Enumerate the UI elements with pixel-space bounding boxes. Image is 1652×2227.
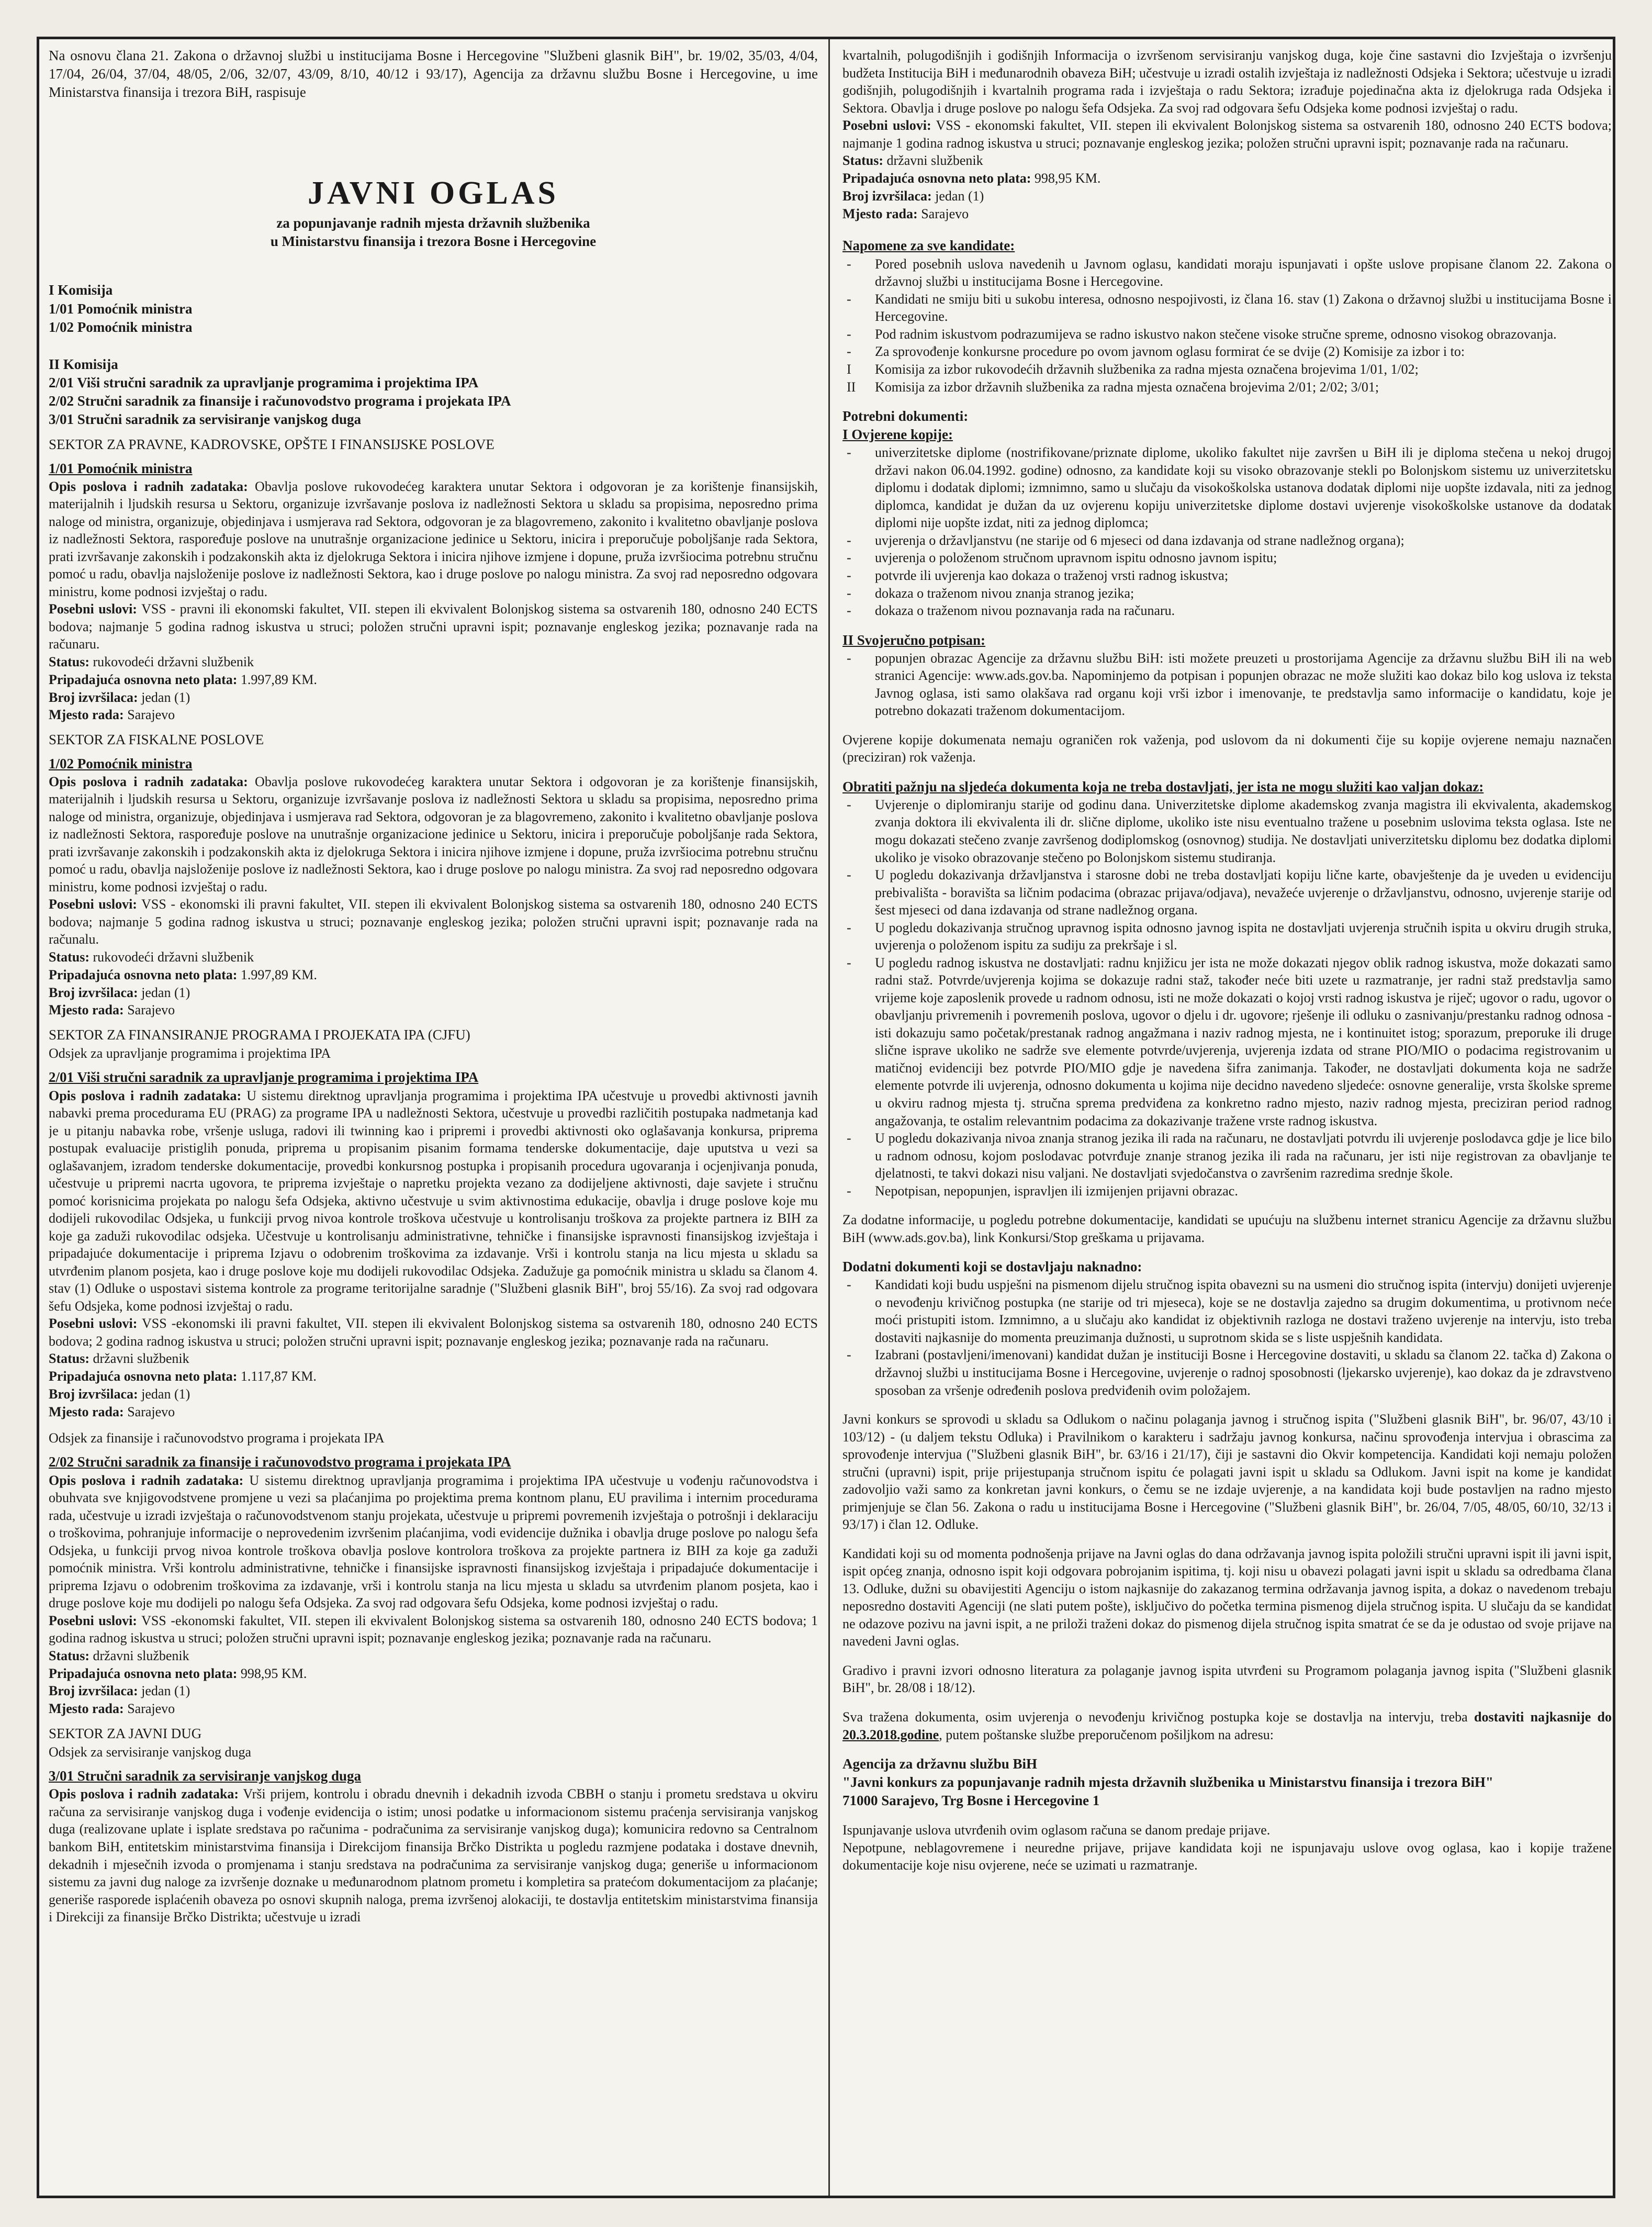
department-heading: Odsjek za finansije i računovodstvo programa i projekata IPA: [49, 1430, 385, 1446]
right-column: kvartalnih, polugodišnjih i godišnjih Informacija o izvršenom servisiranju vanjskog duga, koje čine sastavni dio Izvještaja o izvršenju budžeta Institucija BiH i međunarodnih obaveza BiH; učestvuje u izradi ostalih izvještaja iz nadležnosti Odsjeka i Sektora; učestvuje u izradi godišnjih, polugodišnjih i kvartalnih programa rada i izvještaja o radu Sektora; izrađuje pojedinačna akta iz djelokruga rada Odsjeka i Sektora. Obavlja i druge poslove po nalogu šefa Odsjeka. Za svoj rad odgovara šefu Odsjeka kome podnosi izvještaj o radu. Posebni uslovi: VSS - ekonomski fakultet, VII. stepen ili ekvivalent Bolonjskog sistema sa ostvarenih 180, odnosno 240 ECTS bodova; najmanje 1 godina radnog iskustva u struci; poznavanje engleskog jezika; položen stručni upravni ispit; poznavanje rada na računaru. Status: državni službenik Pripadajuća osnovna neto plata: 998,95 KM. Broj izvršilaca: jedan (1) Mjesto rada: Sarajevo Napomene za sve kandidate: - Pored posebnih uslova navedenih u Javnom oglasu, kandidati moraju ispunjavati i opšte uslove propisane članom 22. Zakona o državnoj službi u institucijama Bosne i Hercegovine. - Kandidati ne smiju biti u sukobu interesa, odnosno nespojivosti, iz člana 16. stav (1) Zakona o državnoj službi u institucijama Bosne i Hercegovine. - Pod radnim iskustvom podrazumijeva se radno iskustvo nakon stečene visoke stručne spreme, odnosno visokog obrazovanja. - Za sprovođenje konkursne procedure po ovom javnom oglasu formirat će se dvije (2) Komisije za izbor i to: I Komisija za izbor rukovodećih državnih službenika za radna mjesta označena brojevima 1/01, 1/02; II Komisija za izbor državnih službenika za radna mjesta označena brojevima 2/01; 2/02; 3/01; Potrebni dokumenti: I Ovjerene kopije: - univerzitetske diplome (nostrifikovane/priznate diplome, ukoliko fakultet nije završen u BiH ili je diploma stečena u nekoj drugoj državi nakon 06.04.1992. godine) odnosno, za kandidate koji su visoko obrazovanje stekli po Bolonjskom sistemu uz univerzitetsku diplomu i dodatak diplomi; izmnimno, samo u slučaju da visokoškolska ustanova dodatak diplomi nije uopšte izdavala, niti za jednog diplomca, kandidat je dužan da uz ovjerenu kopiju univerzitetske diplome dostavi uvjerenje visokoškolske ustanove da dodatak diplomi nije uopšte izdat, niti za jednog diplomca; - uvjerenja o državljanstvu (ne starije od 6 mjeseci od dana izdavanja od strane nadležnog organa); - uvjerenja o položenom stručnom upravnom ispitu odnosno javnom ispitu; - potvrde ili uvjerenja kao dokaza o traženoj vrsti radnog iskustva; - dokaza o traženom nivou znanja stranog jezika; - dokaza o traženom nivou poznavanja rada na računaru. II Svojeručno potpisan: - popunjen obrazac Agencije za državnu službu BiH: isti možete preuzeti u prostorijama Agencije za državnu službu BiH ili na web stranici Agencije: www.ads.gov.ba. Napominjemo da potpisan i popunjen obrazac ne može služiti kao dokaz bilo kog uslova iz teksta Javnog oglasa, isti samo olakšava rad organu koji vrši izbor i imenovanje, te predstavlja samo informacije o kandidatu, koje je potrebno dokazati traženom dokumentacijom. Ovjerene kopije dokumenata nemaju ograničen rok važenja, pod uslovom da ni dokumenti čije su kopije ovjerene nemaju naznačen (preciziran) rok važenja. Obratiti pažnju na sljedeća dokumenta koja ne treba dostavljati, jer ista ne mogu služiti kao valjan dokaz: - Uvjerenje o diplomiranju starije od godinu dana. Univerzitetske diplome akademskog zvanja magistra ili ekvivalenta, akademskog zvanja doktora ili ekvivalenta ili dr. slične diplome, ukoliko iste nisu eventualno tražene u posebnim uslovima teksta oglasa. Iste ne mogu dokazati stečeno zvanje završenog dodiplomskog (osnovnog) studija. Ne dostavljati univerzitetsku diplomu bez dodatka diplomi ukoliko je visoko obrazovanje stečeno po Bolonjskom sistemu studiranja. - U pogledu dokazivanja državljanstva i starosne dobi ne treba dostavljati kopiju lične karte, obavještenje da je uveden u evidenciju prebivališta - boravišta sa ličnim podacima (obrazac prijava/odjava), nevažeće uvjerenje o državljanstvu, odnosno, uvjerenje starije od šest mjeseci od dana izdavanja od strane nadležnog organa. - U pogledu dokazivanja stručnog upravnog ispita odnosno javnog ispita ne dostavljati uvjerenja stručnih ispita u okviru drugih struka, uvjerenja o položenom ispitu za sudiju za prekršaje i sl. - U pogledu radnog iskustva ne dostavljati: radnu knjižicu jer ista ne može dokazati njegov oblik radnog iskustva, može dokazati samo radni staž. Potvrde/uvjerenja kojima se dokazuje radni staž, također neće biti uzete u razmatranje, jer radni staž predstavlja samo vrijeme koje zaposlenik provede u radnom odnosu, isti ne može dokazati o kojoj vrsti radnog iskustva je riječ; ugovor o radu, ugovor o obavljanju privremenih i povremenih poslova, ugovor o djelu i dr. ugovore; rješenje ili odluku o zasnivanju/prestanku radnog odnosa - isti dokazuju samo početak/prestanak radnog angažmana i naziv radnog mjesta, ne i kontinuitet istog; sporazum, preporuke ili druge slične isprave ukoliko ne sadrže sve elemente potvrde/uvjerenja, uvjerenja izdata od strane PIO/MIO o podacima registrovanim u matičnoj evidenciji bez potvrde PIO/MIO gdje je navedena šifra zanimanja. Također, ne dostavljati dokumenta koja ne sadrže elemente potvrde ili uvjerenja, odnosno dokumenta u kojima nije decidno navedeno sljedeće: osnovne generalije, vrsta školske spreme u okviru radnog mjesta tj. stručna sprema predviđena za konkretno radno mjesto, naziv radnog mjesta, preciziran period radnog angažovanja, te ostalim relevantnim podacima za dokazivanje tražene vrste radnog iskustva. - U pogledu dokazivanja nivoa znanja stranog jezika ili rada na računaru, ne dostavljati potvrdu ili uvjerenje poslodavca gdje je lice bilo u radnom odnosu, kojom poslodavac potvrđuje znanje stranog jezika ili rada na računaru, jer isti nije registrovan za obavljanje te djelatnosti, te takvi dokazi nisu valjani. Ne dostavljati svjedočanstva o završenim razredima srednje škole. - Nepotpisan, nepopunjen, ispravljen ili izmijenjen prijavni obrazac. Za dodatne informacije, u pogledu potrebne dokumentacije, kandidati se upućuju na službenu internet stranicu Agencije za državnu službu BiH (www.ads.gov.ba), link Konkursi/Stop greškama u prijavama. Dodatni dokumenti koji se dostavljaju naknadno: - Kandidati koji budu uspješni na pismenom dijelu stručnog ispita obavezni su na usmeni dio stručnog ispita (intervju) donijeti uvjerenje o nevođenju krivičnog postupka (ne starije od tri mjeseca), koje se ne dostavlja zajedno sa drugim dokumentima, u protivnom neće moći pristupiti istom. Izmnimno, a u slučaju ako kandidat iz objektivnih razloga ne dostavi traženo uvjerenje na intervju, isto treba dostaviti najkasnije do momenta preuzimanja dužnosti, u suprotnom skida se s liste uspješnih kandidata. - Izabrani (postavljeni/imenovani) kandidat dužan je instituciji Bosne i Hercegovine dostaviti, u skladu sa članom 22. tačka d) Zakona o državnoj službi u institucijama Bosne i Hercegovine, uvjerenje o radnoj sposobnosti (ljekarsko uvjerenje), kao dokaz da je zdravstveno sposoban za vršenje određenih poslova predviđenih ovim položajem. Javni konkurs se sprovodi u skladu sa Odlukom o načinu polaganja javnog i stručnog ispita ("Službeni glasnik BiH", br. 96/07, 43/10 i 103/12) - (u daljem tekstu Odluka) i Pravilnikom o karakteru i sadržaju javnog konkursa, načinu sprovođenja intervjua i obrascima za sprovođenje intervjua ("Službeni glasnik BiH", br. 63/16 i 21/17), čiji je sastavni dio Okvir kompetencija. Kandidati koji nemaju položen stručni (upravni) ispit, prije prijestupanja stručnom ispitu će polagati javni ispit u skladu sa Odlukom. Javni ispit na kome je kandidat zadovoljio važi samo za konkretan javni konkurs, o čemu se ne izdaje uvjerenje, a na kandidata koji bude postavljen na radno mjesto primjenjuje se član 56. Zakona o radu u institucijama Bosne i Hercegovine ("Službeni glasnik BiH", br. 26/04, 7/05, 48/05, 60/10, 32/13 i 93/17) i član 12. Odluke. Kandidati koji su od momenta podnošenja prijave na Javni oglas do dana održavanja javnog ispita položili stručni upravni ispit ili javni ispit, ispit općeg znanja, odnosno ispit koji odgovara pobrojanim ispitima, tj. koji nisu u obavezi polagati javni ispit u skladu sa odredbama člana 13. Odluke, dužni su obavijestiti Agenciju o istom najkasnije do zakazanog termina održavanja javnog ispita, a dokaz o navedenom trebaju neposredno dostaviti Agenciji (ne slati putem pošte), isključivo do početka termina pismenog dijela stručnog ispita. U slučaju da se kandidat ne odazove pozivu na javni ispit, a ne priloži traženi dokaz do pismenog dijela stručnog ispita smatrat će se da je odustao od svoje prijave na navedeni Javni oglas. Gradivo i pravni izvori odnosno literatura za polaganje javnog ispita utvrđeni su Programom polaganja javnog ispita ("Službeni glasnik BiH", br. 28/08 i 18/12). Sva tražena dokumenta, osim uvjerenja o nevođenju krivičnog postupka koje se dostavlja na intervju, treba dostaviti najkasnije do 20.3.2018.godine, putem poštanske službe preporučenom pošiljkom na adresu: Agencija za državnu službu BiH "Javni konkurs za popunjavanje radnih mjesta državnih službenika u Ministarstvu finansija i trezora BiH" 71000 Sarajevo, Trg Bosne i Hercegovine 1 Ispunjavanje uslova utvrđenih ovim oglasom računa se danom predaje prijave. Nepotpune, neblagovremene i neuredne prijave, prijave kandidata koji ne ispunjavaju uslove ovog oglasa, kao i kopije tražene dokumentacije koje nisu ovjerene, neće se uzimati u razmatranje.: [842, 47, 1612, 2188]
list-item: I Komisija za izbor rukovodećih državnih službenika za radna mjesta označena brojevima 1/01, 1/02;: [847, 362, 1419, 377]
list-item: - dokaza o traženom nivou poznavanja rada na računaru.: [842, 602, 1612, 620]
list-item: - Kandidati ne smiju biti u sukobu interesa, odnosno nespojivosti, iz člana 16. stav (1) Zakona o državnoj službi u institucijama Bosne i Hercegovine.: [842, 290, 1612, 326]
list-item: - U pogledu dokazivanja stručnog upravnog ispita odnosno javnog ispita ne dostavljati uvjerenja stručnih ispita u okviru drugih struka, uvjerenja o položenom ispitu za sudiju za prekršaje i sl.: [842, 919, 1612, 954]
deadline-paragraph: Sva tražena dokumenta, osim uvjerenja o nevođenju krivičnog postupka koje se dostavlja na intervju, treba dostaviti najkasnije do 20.3.2018.godine, putem poštanske službe preporučenom pošiljkom na adresu:: [842, 1709, 1612, 1742]
list-item: - uvjerenja o položenom stručnom upravnom ispitu odnosno javnom ispitu;: [842, 549, 1612, 567]
mailing-address: Agencija za državnu službu BiH "Javni konkurs za popunjavanje radnih mjesta državnih službenika u Ministarstvu finansija i trezora BiH" 71000 Sarajevo, Trg Bosne i Hercegovine 1: [842, 1756, 1493, 1809]
signed-list: [842, 650, 1612, 720]
invalid-docs-list: [842, 796, 1612, 1200]
list-item: - potvrde ili uvjerenja kao dokaza o traženoj vrsti radnog iskustva;: [842, 567, 1612, 585]
list-item: - univerzitetske diplome (nostrifikovane/priznate diplome, ukoliko fakultet nije završen u BiH ili je diploma stečena u nekoj drugoj državi nakon 06.04.1992. godine) odnosno, za kandidate koji su visoko obrazovanje stekli po Bolonjskom sistemu uz univerzitetsku diplomu i dodatak diplomi; izmnimno, samo u slučaju da visokoškolska ustanova dodatak diplomi nije uopšte izdavala, niti za jednog diplomca, kandidat je dužan da uz ovjerenu kopiju univerzitetske diplome dostavi uvjerenje visokoškolske ustanove da dodatak diplomi nije uopšte izdat, niti za jednog diplomca;: [842, 444, 1612, 532]
closing-line: Ispunjavanje uslova utvrđenih ovim oglasom računa se danom predaje prijave.: [842, 1822, 1271, 1838]
sector-heading: SEKTOR ZA JAVNI DUG: [49, 1726, 202, 1742]
ad-subtitle: za popunjavanje radnih mjesta državnih službenika u Ministarstvu finansija i trezora Bosne i Hercegovine: [270, 215, 597, 250]
additional-docs-heading: Dodatni dokumenti koji se dostavljaju naknadno:: [842, 1259, 1142, 1275]
position-3-01: 3/01 Stručni saradnik za servisiranje vanjskog duga Opis poslova i radnih zadataka: Vrši prijem, kontrolu i obradu dnevnih i dekadnih izvoda CBBH o stanju i prometu sredstava u okviru računa za servisiranje vanjskog duga i vođenje evidencija o istim; unosi podatke u informacionom sistemu praćenja servisiranja vanjskog duga (realizovane uplate i isplate sredstava po računima - podračunima za servisiranje vanjskog duga); komunicira redovno sa Centralnom bankom BiH, entitetskim ministarstvima finansija i Direkcijom finansija Brčko Distrikta u pogledu razmjene podataka i dostave dnevnih, dekadnih i mjesečnih izvoda o promjenama i stanju sredstava na podračunima za servisiranje vanjskog duga; generiše u informacionom sistemu za javni dug naloge za izvršenje doznake u međunarodnom platnom prometu i kompletira sa pratećom dokumentacijom za plaćanje; generiše rasporede isplaćenih obaveza po osnovi skupnih naloga, prema izvršenoj alokaciji, te dostavlja entitetskim ministarstvima finansija i Direkciji za finansije Brčko Distrikta; učestvuje u izradi: [49, 1768, 818, 1925]
sector-heading: SEKTOR ZA PRAVNE, KADROVSKE, OPŠTE I FINANSIJSKE POSLOVE: [49, 437, 495, 453]
invalid-docs-heading: Obratiti pažnju na sljedeća dokumenta koja ne treba dostavljati, jer ista ne mogu služiti kao valjan dokaz:: [842, 778, 1484, 794]
list-item: - Pod radnim iskustvom podrazumijeva se radno iskustvo nakon stečene visoke stručne spreme, odnosno visokog obrazovanja.: [842, 326, 1612, 343]
closing-paragraph: Nepotpune, neblagovremene i neuredne prijave, prijave kandidata koji ne ispunjavaju uslove ovog oglasa, kao i kopije tražene dokumentacije koje nisu ovjerene, neće se uzimati u razmatranje.: [842, 1840, 1612, 1873]
list-item: - U pogledu dokazivanja državljanstva i starosne dobi ne treba dostavljati kopiju lične karte, obavještenje da je uveden u evidenciju prebivališta - boravišta sa ličnim podacima (obrazac prijava/odjava), nevažeće uvjerenje o državljanstvu, odnosno, uvjerenje starije od šest mjeseci od dana izdavanja od strane nadležnog organa.: [842, 866, 1612, 919]
list-item: - Uvjerenje o diplomiranju starije od godinu dana. Univerzitetske diplome akademskog zvanja magistra ili ekvivalenta, akademskog zvanja doktora ili ekvivalenta ili dr. slične diplome, ukoliko iste nisu eventualno tražene u posebnim uslovima teksta oglasa. Iste ne mogu dokazati stečeno zvanje završenog dodiplomskog (osnovnog) studija. Ne dostavljati univerzitetsku diplomu bez dodatka diplomi ukoliko je visoko obrazovanje stečeno po Bolonjskom sistemu studiranja.: [842, 796, 1612, 866]
notes-list: [842, 255, 1612, 361]
position-1-02: 1/02 Pomoćnik ministra Opis poslova i radnih zadataka: Obavlja poslove rukovodećeg karaktera unutar Sektora i odgovoran je za korištenje finansijskih, materijalnih i ljudskih resursa u Sektoru, organizuje izvršavanje poslova iz nadležnosti Sektora u skladu sa propisima, neposredno prima naloge od ministra, organizuje, objedinjava i usmjerava rad Sektora, odgovoran je za blagovremeno, zakonito i kvalitetno obavljanje poslova iz nadležnosti Sektora, raspoređuje poslove na unutrašnje organizacione jedinice u Sektoru, inicira i preporučuje poboljšanje rada Sektora, prati izvršavanje zakonskih i podzakonskih akta iz djelokruga Sektora i inicira njihove izmjene i dopune, pruža izvršiocima potrebnu stručnu pomoć u radu, obavlja najsloženije poslove iz nadležnosti Sektora, kao i druge poslove po nalogu ministra. Za svoj rad neposredno odgovara ministru, kome podnosi izvještaj o radu. Posebni uslovi: VSS - ekonomski ili pravni fakultet, VII. stepen ili ekvivalent Bolonjskog sistema sa ostvarenih 180, odnosno 240 ECTS bodova; najmanje 5 godina radnog iskustva u struci; poznavanje engleskog jezika; položen stručni upravni ispit; poznavanje rada na računalu. Status: rukovodeći državni službenik Pripadajuća osnovna neto plata: 1.997,89 KM. Broj izvršilaca: jedan (1) Mjesto rada: Sarajevo: [49, 755, 818, 1018]
department-heading: Odsjek za upravljanje programima i projektima IPA: [49, 1045, 331, 1061]
column-divider: [828, 39, 830, 2196]
notes-heading: Napomene za sve kandidate:: [842, 238, 1015, 254]
exam-notice-paragraph: Kandidati koji su od momenta podnošenja prijave na Javni oglas do dana održavanja javnog ispita položili stručni upravni ispit ili javni ispit, ispit općeg znanja, odnosno ispit koji odgovara pobrojanim ispitima, tj. koji nisu u obavezi polagati javni ispit u skladu sa odredbama člana 13. Odluke, dužni su obavijestiti Agenciju o istom najkasnije do zakazanog termina održavanja javnog ispita, a dokaz o navedenom trebaju neposredno dostaviti Agenciji (ne slati putem pošte), isključivo do početka termina pismenog dijela stručnog ispita. U slučaju da se kandidat ne odazove pozivu na javni ispit, a ne priloži traženi dokaz do pismenog dijela stručnog ispita smatrat će se da je odustao od svoje prijave na navedeni Javni oglas.: [842, 1546, 1612, 1649]
position-2-01: 2/01 Viši stručni saradnik za upravljanje programima i projektima IPA Opis poslova i radnih zadataka: U sistemu direktnog upravljanja programima i projektima IPA učestvuje u provedbi aktivnosti javnih nabavki prema procedurama EU (PRAG) za programe IPA u nadležnosti Sektora, učestvuje u provedbi različitih postupaka nadmetanja kad je u pitanju nabavka robe, vršenje usluga, radovi ili twinning kao i pripremi i provedbi aktivnosti oko oglašavanja konkursa, priprema postupak evaluacije pristiglih ponuda, priprema u propisanim pisanim formama tenderske dokumentacije, daje uputstva u vezi sa oglašavanjem, izradom tenderske dokumentacije, provedbi konkursnog postupka i propisanih procedura ugovaranja i ocjenjivanja ponuda, učestvuje u pripremi nacrta ugovora, te priprema izvještaje o napretku projekta vezano za dodijeljene aktivnosti, daje savjete i stručnu pomoć korisnicima projekata po nalogu šefa Odsjeka, aktivno učestvuje u svim aktivnostima edukacije, obavlja i druge poslove koje mu dodijeli rukovodilac Odsjeka, u funkciji prvog nivoa kontrole troškova učestvuje u kontrolisanju troškova za projekte partnera iz BIH za koje ga zaduži rukovodilac odsjeka. Učestvuje u kontrolisanju administrativne, tehničke i finansijske ispravnosti finansijskog izvještaja i pripadajuće dokumentacije i priprema Izjavu o odobrenim troškovima za izdavanje. Vrši i kontrolu stanja na licu mjesta u skladu sa utvrđenim planom posjeta, kao i druge poslove koje mu dodijeli rukovodilac Odsjeka. Zadužuje ga pomoćnik ministra u skladu sa članom 4. stav (1) Odluke o uspostavi sistema kontrole za programe teritorijalne saradnje ("Službeni glasnik BiH", broj 55/16). Za svoj rad odgovara šefu Odsjeka, kome podnosi izvještaj o radu. Posebni uslovi: VSS -ekonomski ili pravni fakultet, VII. stepen ili ekvivalent Bolonjskog sistema sa ostvarenih 180, odnosno 240 ECTS bodova; 2 godina radnog iskustva u struci; položen stručni upravni ispit; poznavanje engleskog jezika; poznavanje rada na računaru. Status: državni službenik Pripadajuća osnovna neto plata: 1.117,87 KM. Broj izvršilaca: jedan (1) Mjesto rada: Sarajevo: [49, 1069, 818, 1419]
list-item: - Za sprovođenje konkursne procedure po ovom javnom oglasu formirat će se dvije (2) Komisije za izbor i to:: [842, 343, 1612, 361]
commissions-list: [842, 361, 1612, 396]
list-item: - U pogledu dokazivanja nivoa znanja stranog jezika ili rada na računaru, ne dostavljati potvrdu ili uvjerenje poslodavca gdje je lice bilo u radnom odnosu, kojom poslodavac potvrđuje znanje stranog jezika ili rada na računaru, jer isti nije registrovan za obavljanje te djelatnosti, te takvi dokazi nisu valjani. Ne dostavljati svjedočanstva o završenim razredima srednje škole.: [842, 1129, 1612, 1182]
list-item: - U pogledu radnog iskustva ne dostavljati: radnu knjižicu jer ista ne može dokazati njegov oblik radnog iskustva, može dokazati samo radni staž. Potvrde/uvjerenja kojima se dokazuje radni staž, također neće biti uzete u razmatranje, jer radni staž predstavlja samo vrijeme koje zaposlenik provede u radnom odnosu, isti ne može dokazati o kojoj vrsti radnog iskustva je riječ; ugovor o radu, ugovor o obavljanju privremenih i povremenih poslova, ugovor o djelu i dr. ugovore; rješenje ili odluku o zasnivanju/prestanku radnog odnosa - isti dokazuju samo početak/prestanak radnog angažmana i naziv radnog mjesta, ne i kontinuitet istog; sporazum, preporuke ili druge slične isprave ukoliko ne sadrže sve elemente potvrde/uvjerenja, uvjerenja izdata od strane PIO/MIO o podacima registrovanim u matičnoj evidenciji bez potvrde PIO/MIO gdje je navedena šifra zanimanja. Također, ne dostavljati dokumenta koja ne sadrže elemente potvrde ili uvjerenja, odnosno dokumenta u kojima nije decidno navedeno sljedeće: osnovne generalije, vrsta školske spreme u okviru radnog mjesta tj. stručna sprema predviđena za konkretno radno mjesto, naziv radnog mjesta, preciziran period radnog angažovanja, te ostalim relevantnim podacima za dokazivanje tražene vrste radnog iskustva.: [842, 954, 1612, 1129]
newspaper-page: [37, 37, 1615, 2198]
required-docs-heading: Potrebni dokumenti:: [842, 408, 969, 424]
position-3-01-continued: kvartalnih, polugodišnjih i godišnjih Informacija o izvršenom servisiranju vanjskog duga, koje čine sastavni dio Izvještaja o izvršenju budžeta Institucija BiH i međunarodnih obaveza BiH; učestvuje u izradi ostalih izvještaja iz nadležnosti Odsjeka i Sektora; učestvuje u izradi godišnjih, polugodišnjih i kvartalnih programa rada i izvještaja o radu Sektora; izrađuje pojedinačna akta iz djelokruga rada Odsjeka i Sektora. Obavlja i druge poslove po nalogu šefa Odsjeka. Za svoj rad odgovara šefu Odsjeka kome podnosi izvještaj o radu.: [842, 48, 1612, 116]
list-item: - uvjerenja o državljanstvu (ne starije od 6 mjeseci od dana izdavanja od strane nadležnog organa);: [842, 532, 1612, 550]
certified-copies-heading: I Ovjerene kopije:: [842, 427, 953, 443]
list-item: - Kandidati koji budu uspješni na pismenom dijelu stručnog ispita obavezni su na usmeni dio stručnog ispita (intervju) donijeti uvjerenje o nevođenju krivičnog postupka (ne starije od tri mjeseca), koje se ne dostavlja zajedno sa drugim dokumentima, u protivnom neće moći pristupiti istom. Izmnimno, a u slučaju ako kandidat iz objektivnih razloga ne dostavi traženo uvjerenje na intervju, isto treba dostaviti najkasnije do momenta preuzimanja dužnosti, u suprotnom skida se s liste uspješnih kandidata.: [842, 1276, 1612, 1346]
list-item: II Komisija za izbor državnih službenika za radna mjesta označena brojevima 2/01; 2/02; 3/01;: [847, 379, 1379, 395]
sector-heading: SEKTOR ZA FISKALNE POSLOVE: [49, 732, 264, 748]
exam-paragraph: Javni konkurs se sprovodi u skladu sa Odlukom o načinu polaganja javnog i stručnog ispita ("Službeni glasnik BiH", br. 96/07, 43/10 i 103/12) - (u daljem tekstu Odluka) i Pravilnikom o karakteru i sadržaju javnog konkursa, načinu sprovođenja intervjua i obrascima za sprovođenje intervjua ("Službeni glasnik BiH", br. 63/16 i 21/17), čiji je sastavni dio Okvir kompetencija. Kandidati koji nemaju položen stručni (upravni) ispit, prije prijestupanja stručnom ispitu će polagati javni ispit u skladu sa Odlukom. Javni ispit na kome je kandidat zadovoljio važi samo za konkretan javni konkurs, o čemu se ne izdaje uvjerenje, a na kandidata koji bude postavljen na radno mjesto primjenjuje se član 56. Zakona o radu u institucijama Bosne i Hercegovine ("Službeni glasnik BiH", br. 26/04, 7/05, 48/05, 60/10, 32/13 i 93/17) i član 12. Odluke.: [842, 1412, 1612, 1532]
list-item: - Pored posebnih uslova navedenih u Javnom oglasu, kandidati moraju ispunjavati i opšte uslove propisane članom 22. Zakona o državnoj službi u institucijama Bosne i Hercegovine.: [842, 255, 1612, 290]
position-1-01: 1/01 Pomoćnik ministra Opis poslova i radnih zadataka: Obavlja poslove rukovodećeg karaktera unutar Sektora i odgovoran je za korištenje finansijskih, materijalnih i ljudskih resursa u Sektoru, organizuje izvršavanje poslova iz nadležnosti Sektora u skladu sa propisima, neposredno prima naloge od ministra, organizuje, objedinjava i usmjerava rad Sektora, odgovoran je za blagovremeno, zakonito i kvalitetno obavljanje poslova iz nadležnosti Sektora, raspoređuje poslove na unutrašnje organizacione jedinice u Sektoru, inicira i preporučuje poboljšanje rada Sektora, prati izvršavanje zakonskih i podzakonskih akta iz djelokruga Sektora i inicira njihove izmjene i dopune, pruža izvršiocima potrebnu stručnu pomoć u radu, obavlja najsloženije poslove iz nadležnosti Sektora, kao i druge poslove po nalogu ministra. Za svoj rad neposredno odgovara ministru, kome podnosi izvještaj o radu. Posebni uslovi: VSS - pravni ili ekonomski fakultet, VII. stepen ili ekvivalent Bolonjskog sistema sa ostvarenih 180, odnosno 240 ECTS bodova; najmanje 5 godina radnog iskustva u struci; položen stručni upravni ispit; poznavanje engleskog jezika; poznavanje rada na računaru. Status: rukovodeći državni službenik Pripadajuća osnovna neto plata: 1.997,89 KM. Broj izvršilaca: jedan (1) Mjesto rada: Sarajevo: [49, 460, 818, 723]
commission-1: I Komisija 1/01 Pomoćnik ministra 1/02 Pomoćnik ministra: [49, 282, 193, 335]
signed-heading: II Svojeručno potpisan:: [842, 632, 986, 648]
list-item: - Nepotpisan, nepopunjen, ispravljen ili izmijenjen prijavni obrazac.: [842, 1182, 1612, 1200]
certified-note: Ovjerene kopije dokumenata nemaju ograničen rok važenja, pod uslovom da ni dokumenti čije su kopije ovjerene nemaju naznačen (preciziran) rok važenja.: [842, 732, 1612, 765]
commission-2: II Komisija 2/01 Viši stručni saradnik za upravljanje programima i projektima IPA 2/02 Stručni saradnik za finansije i računovodstvo programa i projekata IPA 3/01 Stručni saradnik za servisiranje vanjskog duga: [49, 356, 511, 428]
left-column: [49, 47, 818, 2188]
sector-heading: SEKTOR ZA FINANSIRANJE PROGRAMA I PROJEKATA IPA (CJFU): [49, 1027, 470, 1043]
list-item: - Izabrani (postavljeni/imenovani) kandidat dužan je instituciji Bosne i Hercegovine dostaviti, u skladu sa članom 22. tačka d) Zakona o državnoj službi u institucijama Bosne i Hercegovine, uvjerenje o radnoj sposobnosti (ljekarsko uvjerenje), kao dokaz da je zdravstveno sposoban za vršenje određenih poslova predviđenih ovim položajem.: [842, 1346, 1612, 1399]
list-item: - dokaza o traženom nivou znanja stranog jezika;: [842, 585, 1612, 602]
department-heading: Odsjek za servisiranje vanjskog duga: [49, 1744, 252, 1760]
list-item: - popunjen obrazac Agencije za državnu službu BiH: isti možete preuzeti u prostorijama Agencije za državnu službu BiH ili na web stranici Agencije: www.ads.gov.ba. Napominjemo da potpisan i popunjen obrazac ne može služiti kao dokaz bilo kog uslova iz teksta Javnog oglasa, isti samo olakšava rad organu koji vrši izbor i imenovanje, te predstavlja samo informacije o kandidatu, koje je potrebno dokazati traženom dokumentacijom.: [842, 650, 1612, 720]
intro-paragraph: Na osnovu člana 21. Zakona o državnoj službi u institucijama Bosne i Hercegovine "Službeni glasnik BiH", br. 19/02, 35/03, 4/04, 17/04, 26/04, 37/04, 48/05, 2/06, 32/07, 43/09, 8/10, 40/12 i 93/17), Agencija za državnu službu Bosne i Hercegovine, u ime Ministarstva finansija i trezora BiH, raspisuje: [49, 48, 818, 100]
literature-paragraph: Gradivo i pravni izvori odnosno literatura za polaganje javnog ispita utvrđeni su Programom polaganja javnog ispita ("Službeni glasnik BiH", br. 28/08 i 18/12).: [842, 1662, 1612, 1696]
info-paragraph: Za dodatne informacije, u pogledu potrebne dokumentacije, kandidati se upućuju na službenu internet stranicu Agencije za državnu službu BiH (www.ads.gov.ba), link Konkursi/Stop greškama u prijavama.: [842, 1212, 1612, 1245]
ad-title: JAVNI OGLAS: [307, 175, 559, 211]
additional-docs-list: [842, 1276, 1612, 1399]
certified-copies-list: [842, 444, 1612, 619]
deadline-date: 20.3.2018.godine: [842, 1727, 939, 1742]
position-2-02: 2/02 Stručni saradnik za finansije i računovodstvo programa i projekata IPA Opis poslova i radnih zadataka: U sistemu direktnog upravljanja programima i projektima IPA učestvuje u vođenju računovodstva i obuhvata sve knjigovodstvene promjene u vezi sa plaćanjima po projektima prema kontnom planu, EU pravilima i internim procedurama rada, učestvuje u izradi izvještaja o računovodstvenom stanju projekata, učestvuje u pripremi povremenih izvještaja o potrošnji i deklaraciju o troškovima, pohranjuje informacije o neprovedenim izvršenim plaćanjima, vodi evidencije dužnika i obavlja druge poslove po nalogu šefa Odsjeka, u funkciji prvog nivoa kontrole troškova obavlja poslove kontrolora troškova za projekte partnera iz BIH za koje ga zaduži pomoćnik ministra. Vrši kontrolu administrativne, tehničke i finansijske ispravnosti finansijskog izvještaja i pripadajuće dokumentacije i priprema Izjavu o odobrenim troškovima za izdavanje, vrši i kontrolu stanja na licu mjesta u skladu sa utvrđenim planom posjeta, kao i druge poslove koje mu dodijeli po nalogu šefa Odsjeka. Za svoj rad odgovara šefu Odsjeka, kome podnosi izvještaj o radu. Posebni uslovi: VSS -ekonomski fakultet, VII. stepen ili ekvivalent Bolonjskog sistema sa ostvarenih 180, odnosno 240 ECTS bodova; 1 godina radnog iskustva u struci; položen stručni upravni ispit; poznavanje engleskog jezika; poznavanje rada na računaru. Status: državni službenik Pripadajuća osnovna neto plata: 998,95 KM. Broj izvršilaca: jedan (1) Mjesto rada: Sarajevo: [49, 1454, 818, 1717]
